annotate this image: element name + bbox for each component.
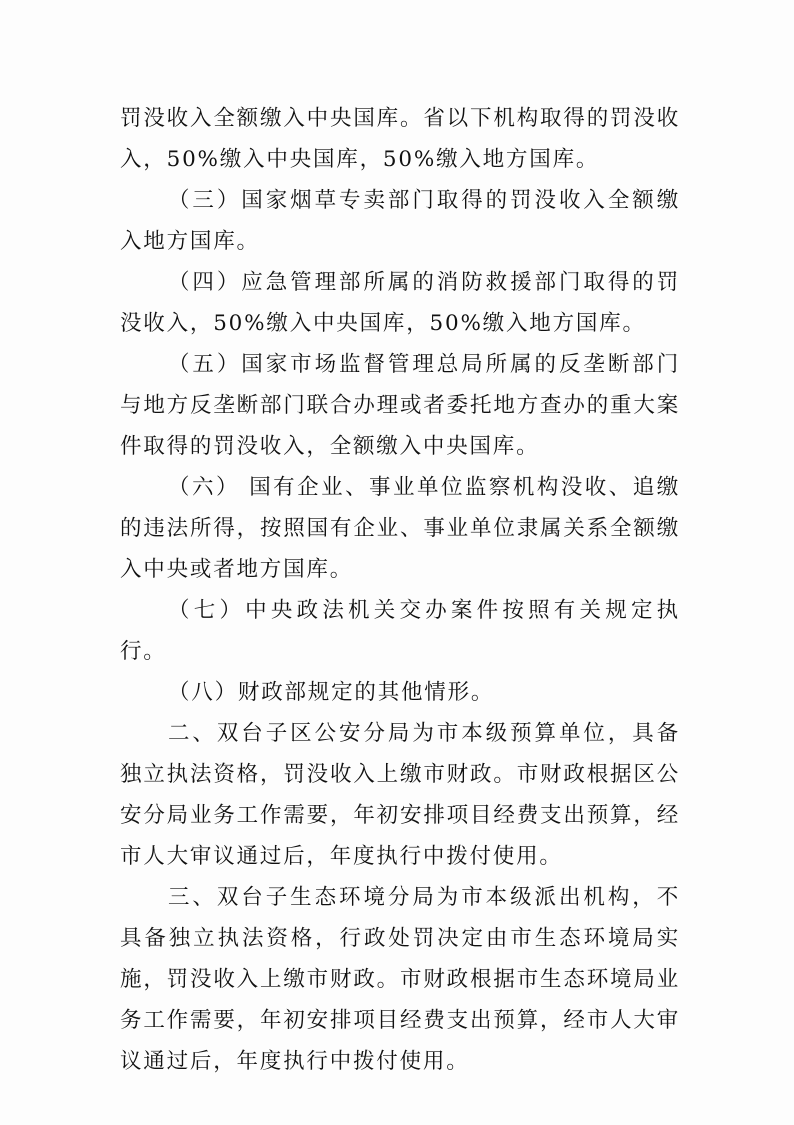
paragraph-6: （七）中央政法机关交办案件按照有关规定执行。 bbox=[120, 598, 680, 664]
paragraph-8: 二、双台子区公安分局为市本级预算单位，具备独立执法资格，罚没收入上缴市财政。市财政根据区公安分局业务工作需要，年初安排项目经费支出预算，经市人大审议通过后，年度执行中拨付使用。 bbox=[120, 721, 680, 869]
paragraph-2: （三）国家烟草专卖部门取得的罚没收入全额缴入地方国库。 bbox=[120, 188, 680, 254]
paragraph-7: （八）财政部规定的其他情形。 bbox=[168, 680, 495, 705]
paragraph-1: 罚没收入全额缴入中央国库。省以下机构取得的罚没收入，50%缴入中央国库，50%缴入地方国库。 bbox=[120, 106, 680, 172]
paragraph-4: （五）国家市场监督管理总局所属的反垄断部门与地方反垄断部门联合办理或者委托地方查办的重大案件取得的罚没收入，全额缴入中央国库。 bbox=[120, 352, 680, 459]
paragraph-9: 三、双台子生态环境分局为市本级派出机构，不具备独立执法资格，行政处罚决定由市生态环境局实施，罚没收入上缴市财政。市财政根据市生态环境局业务工作需要，年初安排项目经费支出预算，经市人大审议通过后，年度执行中拨付使用。 bbox=[120, 885, 680, 1074]
paragraph-3: （四）应急管理部所属的消防救援部门取得的罚没收入，50%缴入中央国库，50%缴入地方国库。 bbox=[120, 270, 680, 336]
document-body bbox=[120, 98, 680, 1082]
paragraph-5: （六） 国有企业、事业单位监察机构没收、追缴的违法所得，按照国有企业、事业单位隶属关系全额缴入中央或者地方国库。 bbox=[120, 475, 680, 582]
